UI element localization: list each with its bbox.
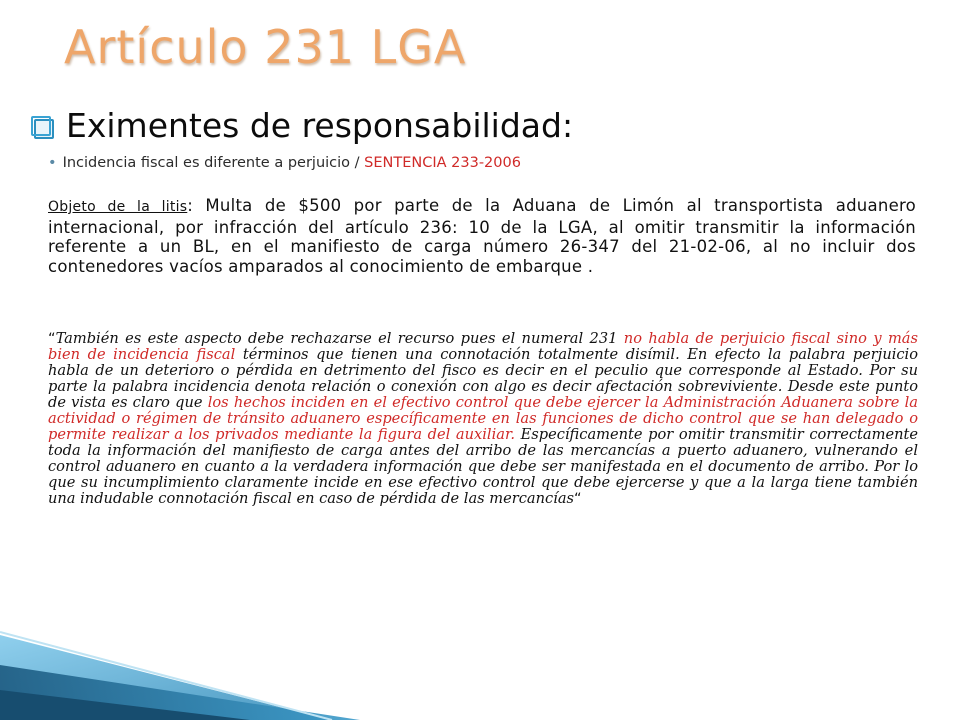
- corner-decoration: [0, 580, 360, 720]
- sentence-reference: SENTENCIA 233-2006: [364, 155, 521, 171]
- quote-text-1: También es este aspecto debe rechazarse el recurso pues el numeral 231: [55, 330, 624, 347]
- bullet-icon: •: [48, 155, 57, 171]
- open-quote: “: [48, 330, 56, 347]
- object-text: : Multa de $500 por parte de la Aduana de Limón al transportista aduanero internacional, por infracción del artículo 236: 10 de la LGA, al omitir transmitir la información referente a un BL, en el manifiesto de carga número 26-347 del 21-02-06, al no incluir dos contenedores vacíos amparados al conocimiento de embarque .: [48, 196, 916, 276]
- slide-title: Artículo 231 LGA: [64, 20, 467, 74]
- section-heading: [30, 106, 573, 145]
- close-quote: “: [574, 490, 582, 507]
- subtitle-text: Incidencia fiscal es diferente a perjuicio /: [62, 155, 365, 171]
- heading-text: Eximentes de responsabilidad:: [66, 106, 574, 145]
- quote-highlight-2: los hechos inciden en el efectivo control que debe ejercer la Administración Aduanera sobre la actividad o régimen de tránsito aduanero específicamente en las funciones de dicho control que se han delegado o permite realizar a los privados mediante la figura del auxiliar.: [48, 394, 918, 443]
- quote-text-2: términos que tienen una connotación totalmente disímil. En efecto la palabra perjuicio habla de un deterioro o pérdida en detrimento del fisco es decir en el peculio que corresponde al Estado. Por su parte la palabra incidencia denota relación o conexión con algo es decir afectación sobreviviente. Desde este punto de vista es claro que: [48, 346, 919, 411]
- object-paragraph: [48, 196, 916, 276]
- subtitle-line: [48, 155, 521, 171]
- quote-highlight-1: no habla de perjuicio fiscal sino y más bien de incidencia fiscal: [48, 330, 918, 363]
- object-label: Objeto de la litis: [48, 199, 188, 215]
- quote-text-3: Específicamente por omitir transmitir correctamente toda la información del manifiesto de carga antes del arribo de las mercancías a puerto aduanero, vulnerando el control aduanero en cuanto a la verdadera información que debe ser manifestada en el documento de arribo. Por lo que su incumplimiento claramente incide en ese efectivo control que debe ejercerse y que a la larga tiene también una indudable connotación fiscal en caso de pérdida de las mercancías: [48, 426, 919, 507]
- quote-paragraph: [48, 331, 918, 507]
- checkbox-bullet-icon: [30, 113, 56, 139]
